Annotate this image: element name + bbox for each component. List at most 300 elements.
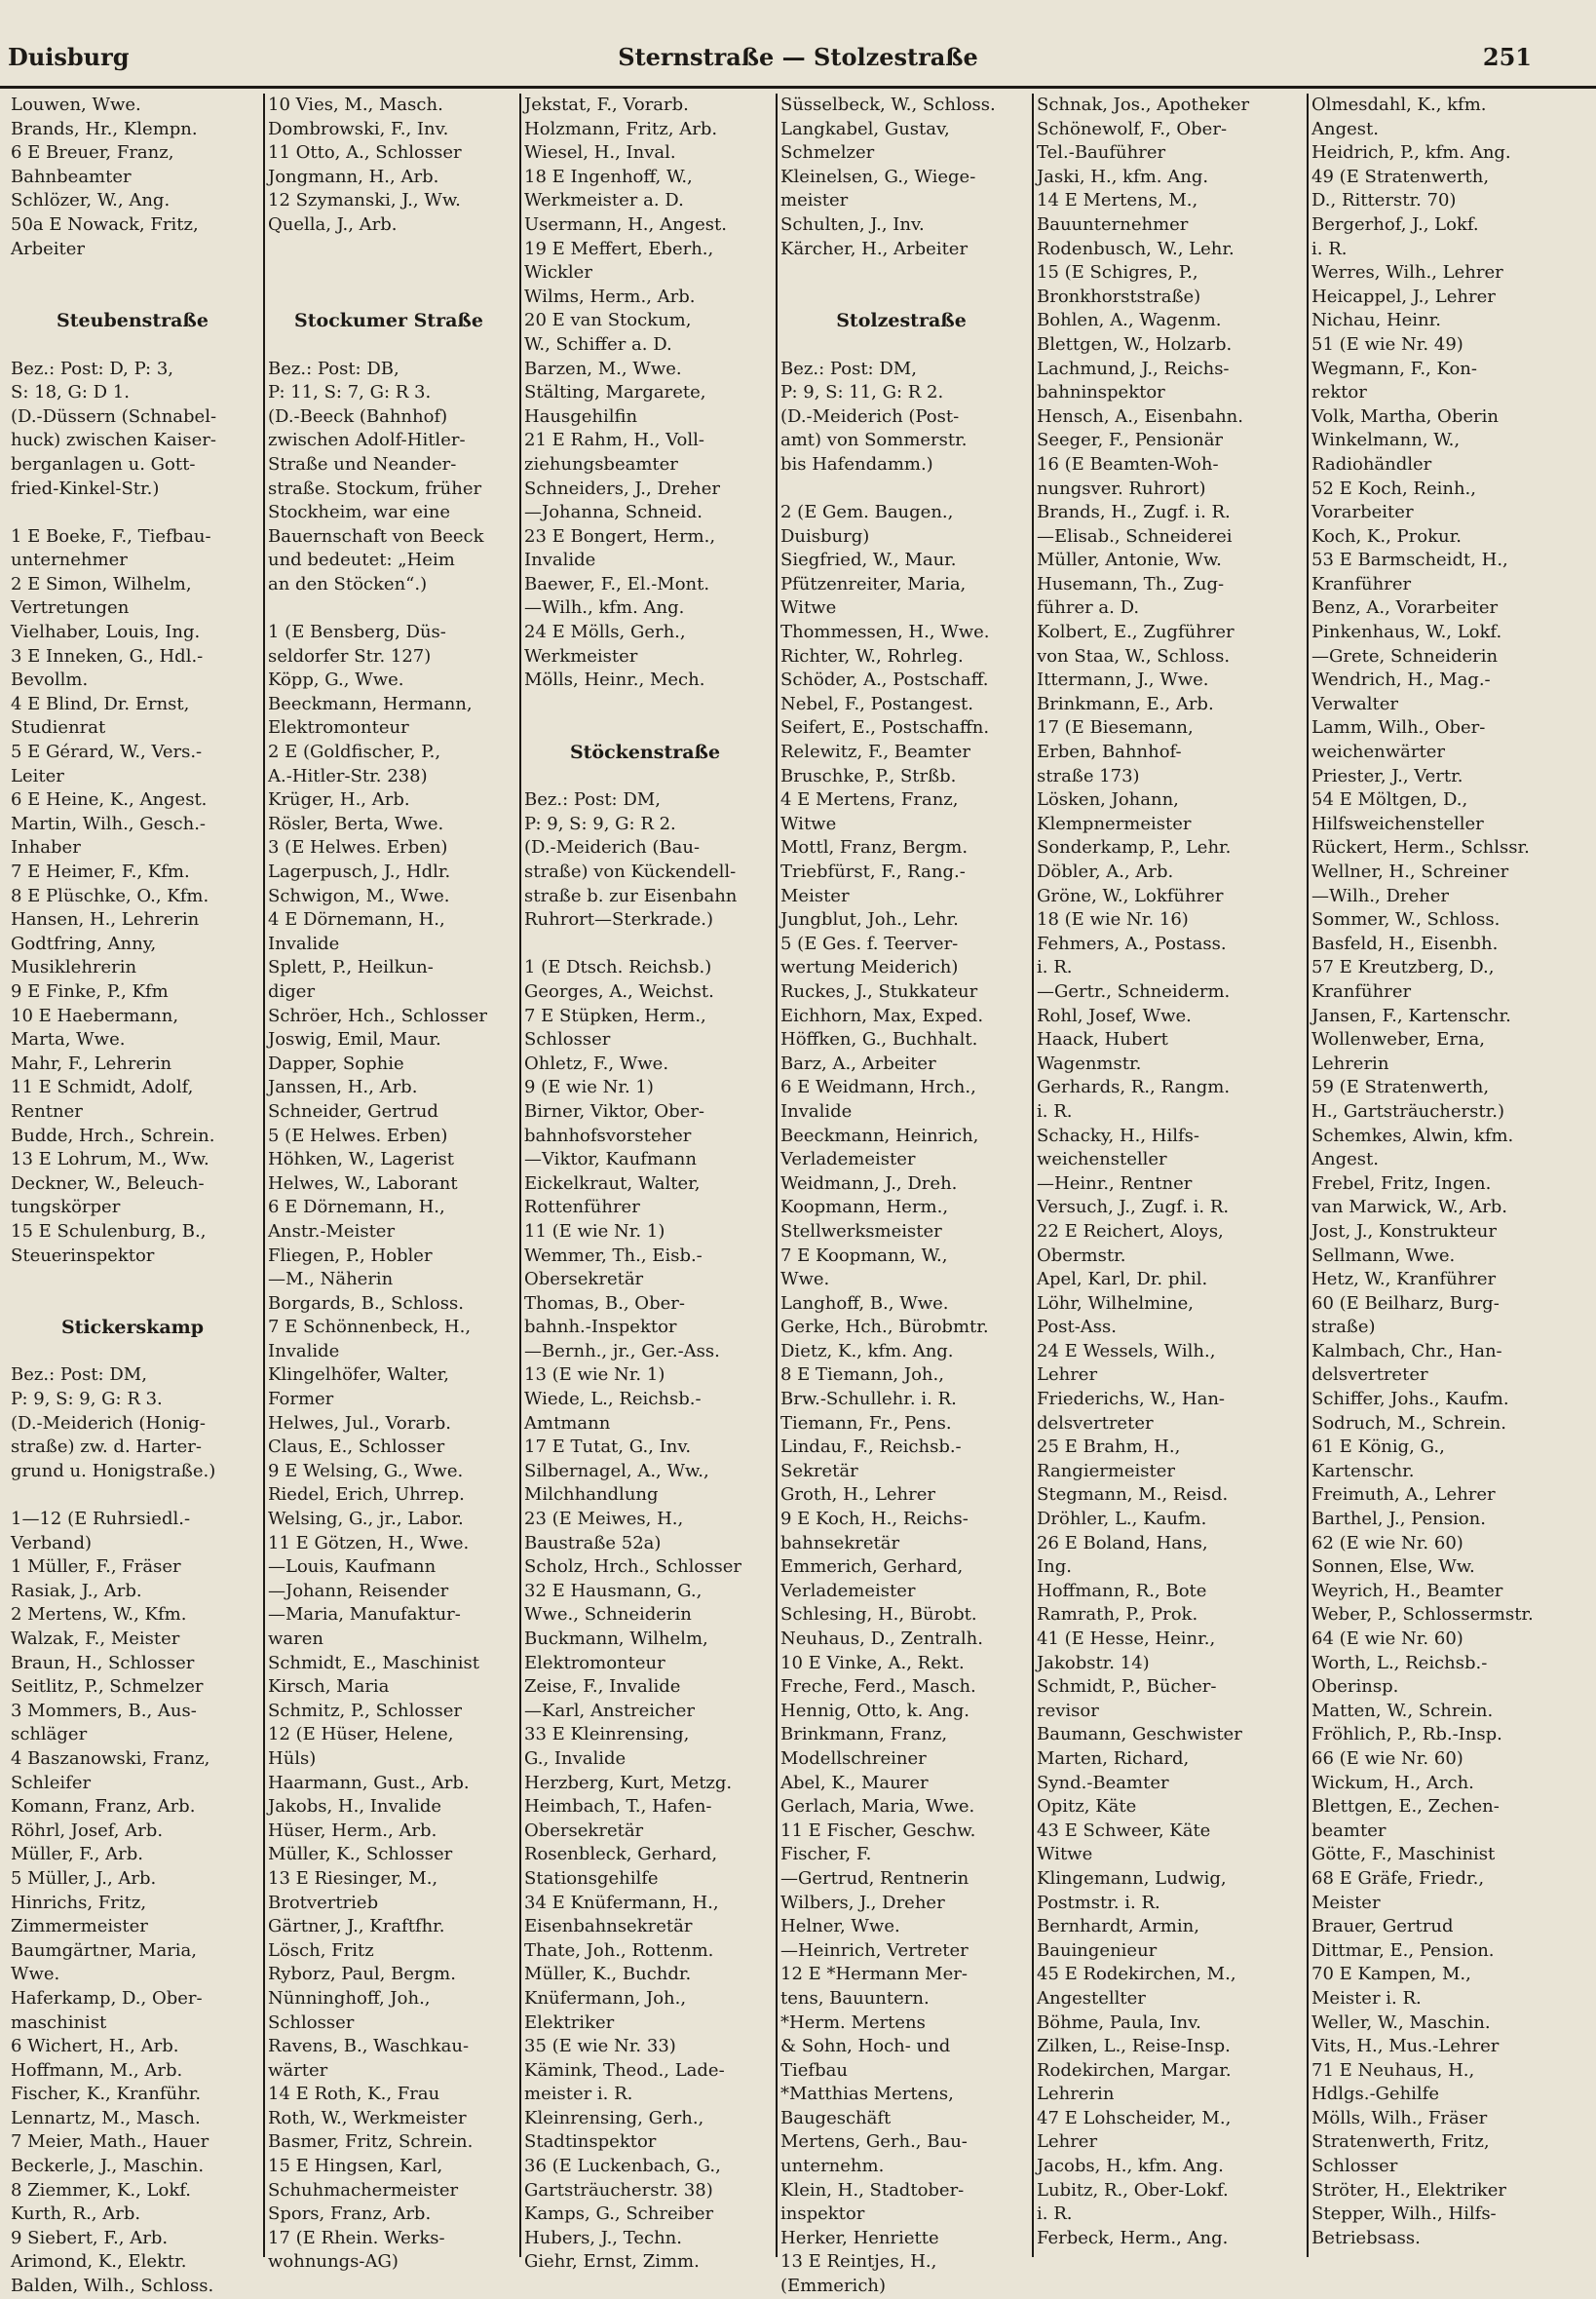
directory-entry: S: 18, G: D 1. — [11, 382, 130, 403]
directory-entry: Bahnbeamter — [11, 166, 132, 187]
directory-entry: Friederichs, W., Han- — [1037, 1389, 1226, 1410]
directory-entry: Götte, F., Maschinist — [1311, 1844, 1496, 1865]
directory-entry: Gerlach, Maria, Wwe. — [780, 1796, 975, 1818]
directory-entry: und bedeutet: „Heim — [268, 550, 455, 571]
directory-entry — [780, 478, 1022, 502]
directory-entry — [780, 333, 1022, 358]
directory-entry: Schnak, Jos., Apotheker — [1037, 95, 1250, 115]
directory-entry: 9 E Koch, H., Reichs- — [780, 1509, 969, 1530]
directory-entry: 6 E Breuer, Franz, — [11, 142, 174, 164]
directory-entry: Lehrerin — [1311, 1053, 1389, 1074]
directory-entry: D., Ritterstr. 70) — [1311, 190, 1457, 211]
directory-entry: Emmerich, Gerhard, — [780, 1556, 964, 1578]
directory-entry: Martin, Wilh., Gesch.- — [11, 813, 206, 834]
directory-entry: 4 Baszanowski, Franz, — [11, 1747, 210, 1769]
directory-entry: Sodruch, M., Schrein. — [1311, 1412, 1506, 1434]
directory-entry: Ittermann, J., Wwe. — [1037, 670, 1209, 691]
directory-entry: Koopmann, Herm., — [780, 1197, 949, 1218]
directory-entry: 15 E Schulenburg, B., — [11, 1220, 207, 1242]
directory-entry: Giehr, Ernst, Zimm. — [524, 2251, 700, 2273]
directory-entry: bis Hafendamm.) — [780, 453, 933, 475]
directory-entry: Richter, W., Rohrleg. — [780, 645, 964, 667]
directory-entry: 25 E Brahm, H., — [1037, 1437, 1181, 1458]
directory-entry: wohnungs-AG) — [268, 2251, 399, 2273]
directory-entry: Schmidt, E., Maschinist — [268, 1652, 479, 1673]
directory-entry: delsvertreter — [1311, 1364, 1428, 1386]
directory-entry: schläger — [11, 1724, 88, 1745]
directory-entry: Gerhards, R., Rangm. — [1037, 1077, 1231, 1098]
directory-entry: ziehungsbeamter — [524, 453, 678, 475]
directory-entry: —Heinr., Rentner — [1037, 1172, 1193, 1194]
directory-entry: Stockheim, war eine — [268, 502, 451, 523]
directory-entry: 50a E Nowack, Fritz, — [11, 213, 199, 235]
directory-entry: Obermstr. — [1037, 1245, 1126, 1266]
directory-entry: 17 (E Rhein. Werks- — [268, 2227, 445, 2248]
directory-entry: Eichhorn, Max, Exped. — [780, 1005, 984, 1026]
directory-entry: Baewer, F., El.-Mont. — [524, 573, 710, 594]
directory-entry: Mölls, Wilh., Fräser — [1311, 2107, 1488, 2128]
directory-entry: 17 (E Biesemann, — [1037, 717, 1194, 739]
directory-entry: Gröne, W., Lokführer — [1037, 885, 1224, 906]
street-heading: Stockumer Straße — [294, 310, 483, 332]
directory-entry: 13 E Riesinger, M., — [268, 1867, 438, 1889]
directory-entry — [11, 1292, 254, 1317]
directory-entry: (D.-Meiderich (Post- — [780, 405, 960, 427]
directory-entry: —Karl, Anstreicher — [524, 1700, 695, 1721]
directory-entry: Balden, Wilh., Schloss. — [11, 2276, 214, 2297]
directory-entry: i. R. — [1037, 2203, 1073, 2225]
directory-entry: Worth, L., Reichsb.- — [1311, 1652, 1488, 1673]
directory-entry: Zilken, L., Reise-Insp. — [1037, 2036, 1231, 2057]
directory-entry: Sellmann, Wwe. — [1311, 1245, 1456, 1266]
directory-entry: Rückert, Herm., Schlssr. — [1311, 837, 1530, 859]
directory-entry: W., Schiffer a. D. — [524, 333, 672, 355]
directory-entry: Schuhmachermeister — [268, 2179, 459, 2201]
directory-entry: Wilms, Herm., Arb. — [524, 286, 696, 307]
directory-entry: Verlademeister — [780, 1149, 916, 1170]
directory-entry: Obersekretär — [524, 1820, 644, 1841]
directory-entry: 2 (E Gem. Baugen., — [780, 502, 954, 523]
directory-entry: Wickum, H., Arch. — [1311, 1772, 1474, 1793]
directory-entry: Wollenweber, Erna, — [1311, 1029, 1485, 1051]
directory-entry: Synd.-Beamter — [1037, 1772, 1169, 1793]
directory-entry: Steuerinspektor — [11, 1245, 155, 1266]
directory-entry: Invalide — [268, 933, 340, 954]
directory-entry: Brotvertrieb — [268, 1892, 379, 1913]
directory-entry: 11 (E wie Nr. 1) — [524, 1220, 665, 1242]
directory-entry: tungskörper — [11, 1197, 121, 1218]
directory-entry: Wickler — [524, 262, 592, 284]
directory-entry: maschinist — [11, 2012, 107, 2033]
directory-entry: Klingemann, Ludwig, — [1037, 1867, 1227, 1889]
directory-entry: Klein, H., Stadtober- — [780, 2179, 965, 2201]
page-header — [0, 37, 1596, 89]
directory-entry: Invalide — [268, 1340, 340, 1361]
directory-entry: 62 (E wie Nr. 60) — [1311, 1532, 1463, 1553]
directory-entry: Müller, Antonie, Ww. — [1037, 550, 1222, 571]
directory-column — [8, 94, 257, 2297]
directory-entry: 41 (E Hesse, Heinr., — [1037, 1628, 1216, 1649]
directory-entry: Nebel, F., Postangest. — [780, 693, 974, 714]
directory-entry: Stellwerksmeister — [780, 1220, 942, 1242]
directory-entry: Sonnen, Else, Ww. — [1311, 1556, 1475, 1578]
page-number: 251 — [1482, 43, 1532, 71]
directory-entry: Arimond, K., Elektr. — [11, 2251, 187, 2273]
directory-entry: (Emmerich) — [780, 2276, 887, 2297]
directory-entry: 43 E Schweer, Käte — [1037, 1820, 1211, 1841]
directory-entry: Müller, F., Arb. — [11, 1844, 143, 1865]
directory-entry: Rodenbusch, W., Lehr. — [1037, 238, 1235, 259]
directory-entry: —Heinrich, Vertreter — [780, 1939, 969, 1961]
directory-entry: Winkelmann, W., — [1311, 430, 1461, 451]
directory-entry: Helner, Wwe. — [780, 1916, 900, 1937]
directory-entry: Komann, Franz, Arb. — [11, 1796, 196, 1818]
directory-entry: Hubers, J., Techn. — [524, 2227, 682, 2248]
directory-entry: Dapper, Sophie — [268, 1053, 404, 1074]
directory-entry: Höhken, W., Lagerist — [268, 1149, 454, 1170]
directory-entry: Gärtner, J., Kraftfhr. — [268, 1916, 445, 1937]
directory-entry: Verwalter — [1311, 693, 1398, 714]
directory-entry: Nichau, Heinr. — [1311, 310, 1441, 331]
directory-entry: 1 (E Dtsch. Reichsb.) — [524, 957, 712, 978]
directory-entry: unternehm. — [780, 2156, 885, 2177]
directory-entry — [11, 261, 254, 286]
directory-entry: Groth, H., Lehrer — [780, 1484, 936, 1506]
directory-entry: straße b. zur Eisenbahn — [524, 885, 738, 906]
directory-entry: Schlosser — [524, 1029, 611, 1051]
directory-entry: Fehmers, A., Postass. — [1037, 933, 1227, 954]
directory-entry — [11, 333, 254, 358]
directory-entry: Stratenwerth, Fritz, — [1311, 2131, 1490, 2153]
directory-entry: Georges, A., Weichst. — [524, 980, 714, 1002]
directory-entry: —Johann, Reisender — [268, 1580, 449, 1601]
directory-entry: Ferbeck, Herm., Ang. — [1037, 2227, 1229, 2248]
directory-entry: Helwes, Jul., Vorarb. — [268, 1412, 451, 1434]
directory-entry: Kurth, R., Arb. — [11, 2203, 141, 2225]
directory-entry: Relewitz, F., Beamter — [780, 742, 970, 763]
directory-entry: Basfeld, H., Eisenbh. — [1311, 933, 1499, 954]
directory-entry: 15 (E Schigres, P., — [1037, 262, 1198, 284]
directory-entry: Schmelzer — [780, 142, 875, 164]
directory-entry: Dröhler, L., Kaufm. — [1037, 1509, 1207, 1530]
directory-entry: Bez.: Post: DM, — [11, 1364, 147, 1386]
directory-entry: Brinkmann, Franz, — [780, 1724, 948, 1745]
directory-entry: Frebel, Fritz, Ingen. — [1311, 1172, 1492, 1194]
directory-entry: Straße und Neander- — [268, 453, 457, 475]
directory-entry: Volk, Martha, Oberin — [1311, 405, 1499, 427]
directory-entry: Löhr, Wilhelmine, — [1037, 1292, 1194, 1314]
directory-entry — [268, 261, 510, 286]
directory-entry: 68 E Gräfe, Friedr., — [1311, 1867, 1485, 1889]
directory-entry: Weber, P., Schlossermstr. — [1311, 1604, 1534, 1626]
directory-entry: Hennig, Otto, k. Ang. — [780, 1700, 969, 1721]
directory-entry: Rasiak, J., Arb. — [11, 1580, 142, 1601]
directory-entry: Oberinsp. — [1311, 1676, 1399, 1698]
directory-entry — [11, 1340, 254, 1364]
directory-entry: Rodekirchen, Margar. — [1037, 2059, 1232, 2081]
directory-entry: bahnh.-Inspektor — [524, 1317, 677, 1338]
directory-entry: Mottl, Franz, Bergm. — [780, 837, 969, 859]
directory-entry: Baumann, Geschwister — [1037, 1724, 1242, 1745]
directory-entry: Sekretär — [780, 1460, 858, 1481]
directory-entry: Bauunternehmer — [1037, 213, 1189, 235]
directory-entry: Bergerhof, J., Lokf. — [1311, 213, 1479, 235]
directory-entry: Jakobstr. 14) — [1037, 1652, 1150, 1673]
directory-entry: von Staa, W., Schloss. — [1037, 645, 1231, 667]
directory-entry: 36 (E Luckenbach, G., — [524, 2156, 721, 2177]
directory-entry: Blettgen, E., Zechen- — [1311, 1796, 1500, 1818]
directory-entry: Schiffer, Johs., Kaufm. — [1311, 1389, 1509, 1410]
directory-entry: Schlosser — [268, 2012, 355, 2033]
directory-entry: Werres, Wilh., Lehrer — [1311, 262, 1503, 284]
directory-entry: 7 E Heimer, F., Kfm. — [11, 862, 190, 882]
directory-entry: bahninspektor — [1037, 382, 1165, 403]
directory-entry: Barthel, J., Pension. — [1311, 1509, 1486, 1530]
directory-entry: Schulten, J., Inv. — [780, 213, 925, 235]
directory-entry: Zimmermeister — [11, 1916, 148, 1937]
directory-entry: Borgards, B., Schloss. — [268, 1292, 464, 1314]
directory-entry: Döbler, A., Arb. — [1037, 862, 1174, 882]
directory-entry: Sommer, W., Schloss. — [1311, 909, 1501, 931]
directory-entry: Modellschreiner — [780, 1747, 927, 1769]
directory-entry: —Gertr., Schneiderm. — [1037, 980, 1231, 1002]
directory-entry: G., Invalide — [524, 1747, 627, 1769]
directory-columns — [8, 94, 1577, 2297]
directory-entry: straße) — [1311, 1317, 1376, 1338]
directory-entry: Marta, Wwe. — [11, 1029, 126, 1051]
directory-entry: seldorfer Str. 127) — [268, 645, 432, 667]
directory-entry: unternehmer — [11, 550, 128, 571]
directory-entry: Welsing, G., jr., Labor. — [268, 1509, 464, 1530]
directory-entry: Witwe — [1037, 1844, 1093, 1865]
directory-column — [263, 94, 513, 2273]
directory-entry: Freche, Ferd., Masch. — [780, 1676, 976, 1698]
street-heading: Stöckenstraße — [569, 742, 721, 764]
directory-entry: Weyrich, H., Beamter — [1311, 1580, 1503, 1601]
directory-entry: Wwe. — [780, 1269, 830, 1290]
directory-entry: Hinrichs, Fritz, — [11, 1892, 147, 1913]
directory-entry: Elektromonteur — [268, 717, 409, 739]
directory-entry: Seeger, F., Pensionär — [1037, 430, 1224, 451]
directory-entry: 6 E Weidmann, Hrch., — [780, 1077, 976, 1098]
directory-entry: 7 E Koopmann, W., — [780, 1245, 948, 1266]
directory-entry: Apel, Karl, Dr. phil. — [1037, 1269, 1208, 1290]
directory-entry: Bez.: Post: DM, — [780, 358, 917, 379]
directory-entry: H., Gartsträucherstr.) — [1311, 1100, 1504, 1122]
directory-entry: Anstr.-Meister — [268, 1220, 396, 1242]
directory-entry: i. R. — [1037, 1100, 1073, 1122]
directory-entry: Vits, H., Mus.-Lehrer — [1311, 2036, 1500, 2057]
directory-entry: Zeise, F., Invalide — [524, 1676, 681, 1698]
directory-entry: 6 Wichert, H., Arb. — [11, 2036, 179, 2057]
directory-entry: Nünninghoff, Joh., — [268, 1987, 431, 2009]
directory-entry: Vielhaber, Louis, Ing. — [11, 622, 201, 643]
directory-entry: —Wilh., kfm. Ang. — [524, 597, 685, 619]
directory-entry: Ruhrort—Sterkrade.) — [524, 909, 714, 931]
directory-entry: Angest. — [1311, 118, 1379, 139]
directory-entry: Wendrich, H., Mag.- — [1311, 670, 1491, 691]
directory-entry: Witwe — [780, 813, 837, 834]
directory-entry: fried-Kinkel-Str.) — [11, 478, 160, 499]
directory-entry: Klingelhöfer, Walter, — [268, 1364, 449, 1386]
directory-entry: Sonderkamp, P., Lehr. — [1037, 837, 1232, 859]
directory-entry: Köpp, G., Wwe. — [268, 670, 404, 691]
directory-entry: 33 E Kleinrensing, — [524, 1724, 690, 1745]
directory-entry — [524, 765, 766, 789]
directory-entry: Witwe — [780, 597, 837, 619]
directory-entry: 2 Mertens, W., Kfm. — [11, 1604, 187, 1626]
directory-entry: Obersekretär — [524, 1269, 644, 1290]
directory-entry: 3 (E Helwes. Erben) — [268, 837, 448, 859]
directory-entry: Lindau, F., Reichsb.- — [780, 1437, 962, 1458]
directory-entry: 57 E Kreutzberg, D., — [1311, 957, 1495, 978]
directory-entry: berganlagen u. Gott- — [11, 453, 196, 475]
directory-entry: tens, Bauuntern. — [780, 1987, 930, 2009]
directory-entry: Lennartz, M., Masch. — [11, 2107, 201, 2128]
directory-entry: *Herm. Mertens — [780, 2012, 926, 2033]
directory-entry: Studienrat — [11, 717, 106, 739]
street-heading: Stolzestraße — [836, 310, 967, 332]
directory-entry: Schröer, Hch., Schlosser — [268, 1005, 488, 1026]
directory-entry: Jakobs, H., Invalide — [268, 1796, 442, 1818]
directory-entry: 12 E *Hermann Mer- — [780, 1964, 968, 1985]
directory-entry: Hetz, W., Kranführer — [1311, 1269, 1497, 1290]
directory-entry: Fischer, F. — [780, 1844, 872, 1865]
directory-entry: Schlözer, W., Ang. — [11, 190, 171, 211]
directory-entry: straße) zw. d. Harter- — [11, 1437, 202, 1458]
directory-entry: Thommessen, H., Wwe. — [780, 622, 990, 643]
directory-entry: Ryborz, Paul, Bergm. — [268, 1964, 456, 1985]
directory-entry: Freimuth, A., Lehrer — [1311, 1484, 1496, 1506]
directory-entry: Rottenführer — [524, 1197, 640, 1218]
directory-entry: (D.-Düssern (Schnabel- — [11, 405, 217, 427]
directory-entry: 5 Müller, J., Arb. — [11, 1867, 157, 1889]
directory-entry: Godtfring, Anny, — [11, 933, 157, 954]
directory-entry: Müller, K., Schlosser — [268, 1844, 453, 1865]
directory-entry: Hoffmann, R., Bote — [1037, 1580, 1207, 1601]
directory-entry: Braun, H., Schlosser — [11, 1652, 195, 1673]
directory-entry: Schlesing, H., Bürobt. — [780, 1604, 977, 1626]
directory-entry: Fröhlich, P., Rb.-Insp. — [1311, 1724, 1502, 1745]
directory-entry: Meister — [780, 885, 850, 906]
directory-entry: Barzen, M., Wwe. — [524, 358, 682, 379]
directory-entry: Heidrich, P., kfm. Ang. — [1311, 142, 1511, 164]
directory-entry: Pinkenhaus, W., Lokf. — [1311, 622, 1502, 643]
directory-entry: Lösch, Fritz — [268, 1939, 374, 1961]
directory-entry: Hüser, Herm., Arb. — [268, 1820, 437, 1841]
directory-entry — [11, 501, 254, 525]
directory-entry: Eisenbahnsekretär — [524, 1916, 693, 1937]
directory-entry: Schwigon, M., Wwe. — [268, 885, 450, 906]
directory-entry: Olmesdahl, K., kfm. — [1311, 95, 1487, 115]
directory-entry: weichenwärter — [1311, 742, 1445, 763]
directory-entry: & Sohn, Hoch- und — [780, 2036, 951, 2057]
directory-entry: —Gertrud, Rentnerin — [780, 1867, 969, 1889]
directory-entry: Lachmund, J., Reichs- — [1037, 358, 1230, 379]
directory-entry: Thate, Joh., Rottenm. — [524, 1939, 714, 1961]
directory-entry: Baumgärtner, Maria, — [11, 1939, 198, 1961]
directory-entry: Neuhaus, D., Zentralh. — [780, 1628, 983, 1649]
directory-entry: Betriebsass. — [1311, 2227, 1421, 2248]
directory-entry: Kärcher, H., Arbeiter — [780, 238, 969, 259]
directory-entry: Hdlgs.-Gehilfe — [1311, 2084, 1439, 2105]
directory-entry: Kämink, Theod., Lade- — [524, 2059, 725, 2081]
directory-entry: i. R. — [1037, 957, 1073, 978]
directory-entry — [780, 261, 1022, 286]
directory-entry: Bevollm. — [11, 670, 89, 691]
directory-entry: van Marwick, W., Arb. — [1311, 1197, 1507, 1218]
directory-entry: 8 Ziemmer, K., Lokf. — [11, 2179, 192, 2201]
directory-entry: Versuch, J., Zugf. i. R. — [1037, 1197, 1230, 1218]
directory-entry: Bez.: Post: DM, — [524, 789, 661, 811]
directory-entry: 9 Siebert, F., Arb. — [11, 2227, 169, 2248]
directory-entry: Schlosser — [1311, 2156, 1398, 2177]
directory-entry: Stegmann, M., Reisd. — [1037, 1484, 1229, 1506]
directory-entry: revisor — [1037, 1700, 1099, 1721]
directory-entry: 59 (E Stratenwerth, — [1311, 1077, 1490, 1098]
directory-entry: Böhme, Paula, Inv. — [1037, 2012, 1201, 2033]
directory-entry: i. R. — [1311, 238, 1348, 259]
directory-entry: Birner, Viktor, Ober- — [524, 1100, 705, 1122]
directory-entry — [524, 716, 766, 741]
directory-entry: 24 E Wessels, Wilh., — [1037, 1340, 1216, 1361]
directory-entry: Süsselbeck, W., Schloss. — [780, 95, 996, 115]
directory-column — [1032, 94, 1281, 2257]
directory-entry: 3 E Inneken, G., Hdl.- — [11, 645, 204, 667]
directory-entry: Lamm, Wilh., Ober- — [1311, 717, 1486, 739]
directory-entry: 64 (E wie Nr. 60) — [1311, 1628, 1463, 1649]
directory-entry: Bruschke, P., Strßb. — [780, 765, 957, 786]
directory-entry: Jekstat, F., Vorarb. — [524, 95, 689, 115]
directory-entry: Kirsch, Maria — [268, 1676, 390, 1698]
directory-entry: —Louis, Kaufmann — [268, 1556, 437, 1578]
directory-entry: Blettgen, W., Holzarb. — [1037, 333, 1233, 355]
directory-entry: Höffken, G., Buchhalt. — [780, 1029, 978, 1051]
directory-entry: amt) von Sommerstr. — [780, 430, 968, 451]
directory-entry: Kleinrensing, Gerh., — [524, 2107, 704, 2128]
directory-entry: Priester, J., Vertr. — [1311, 765, 1463, 786]
directory-entry: Lagerpusch, J., Hdlr. — [268, 862, 451, 882]
directory-entry: Amtmann — [524, 1412, 611, 1434]
directory-entry: 61 E König, G., — [1311, 1437, 1445, 1458]
directory-entry: 10 Vies, M., Masch. — [268, 95, 443, 115]
directory-entry: 11 E Schmidt, Adolf, — [11, 1077, 194, 1098]
directory-entry: Kamps, G., Schreiber — [524, 2203, 714, 2225]
directory-entry: Ohletz, F., Wwe. — [524, 1053, 669, 1074]
directory-entry: Langkabel, Gustav, — [780, 118, 950, 139]
directory-entry: Kolbert, E., Zugführer — [1037, 622, 1235, 643]
directory-entry: Haferkamp, D., Ober- — [11, 1987, 203, 2009]
directory-entry: Meister i. R. — [1311, 1987, 1422, 2009]
directory-entry: 53 E Barmscheidt, H., — [1311, 550, 1508, 571]
directory-entry: Krüger, H., Arb. — [268, 789, 410, 811]
directory-entry: Jongmann, H., Arb. — [268, 166, 439, 187]
directory-entry: zwischen Adolf-Hitler- — [268, 430, 466, 451]
directory-entry: Postmstr. i. R. — [1037, 1892, 1160, 1913]
directory-entry: 4 E Dörnemann, H., — [268, 909, 445, 931]
directory-entry: 2 E (Goldfischer, P., — [268, 742, 441, 763]
directory-entry: Quella, J., Arb. — [268, 213, 398, 235]
directory-entry: Rohl, Josef, Wwe. — [1037, 1005, 1192, 1026]
directory-entry: 1 Müller, F., Fräser — [11, 1556, 181, 1578]
directory-entry: Helwes, W., Laborant — [268, 1172, 458, 1194]
directory-entry: beamter — [1311, 1820, 1387, 1841]
directory-entry: 18 (E wie Nr. 16) — [1037, 909, 1189, 931]
directory-entry: Invalide — [780, 1100, 853, 1122]
directory-entry: 11 E Götzen, H., Wwe. — [268, 1532, 470, 1553]
directory-entry: Ravens, B., Waschkau- — [268, 2036, 470, 2057]
directory-entry: Riedel, Erich, Uhrrep. — [268, 1484, 465, 1506]
